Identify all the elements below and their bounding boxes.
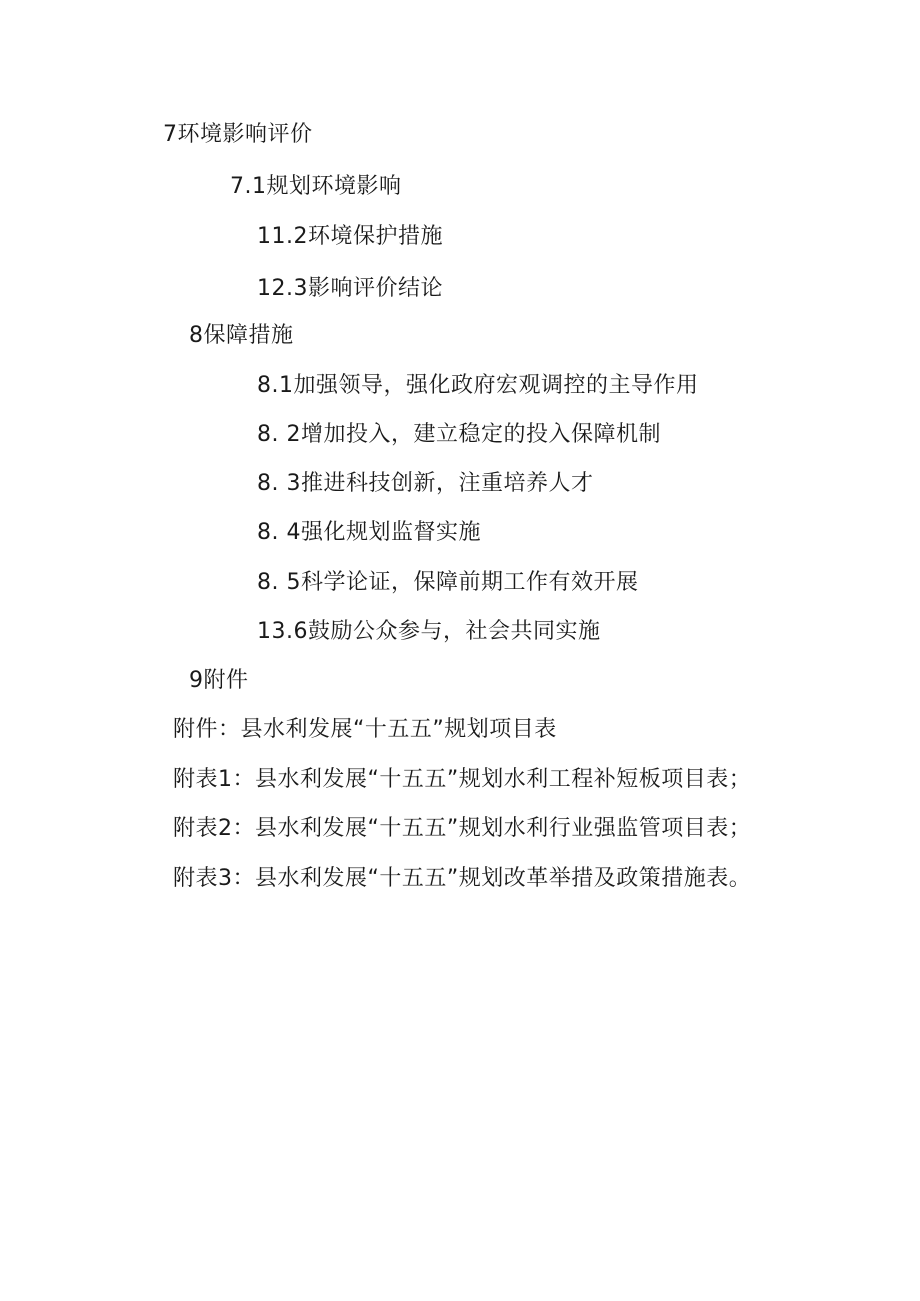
toc-item-7-1: 7.1规划环境影响 bbox=[230, 174, 402, 199]
appendix-line: 附件：县水利发展“十五五”规划项目表 bbox=[173, 717, 557, 742]
appendix-table-2: 附表2：县水利发展“十五五”规划水利行业强监管项目表； bbox=[173, 816, 752, 841]
appendix-table-3: 附表3：县水利发展“十五五”规划改革举措及政策措施表。 bbox=[173, 866, 752, 891]
toc-item-8-4: 8. 4强化规划监督实施 bbox=[257, 520, 481, 545]
toc-heading-9: 9附件 bbox=[189, 668, 249, 693]
toc-item-12-3: 12.3影响评价结论 bbox=[257, 276, 443, 301]
toc-heading-7: 7环境影响评价 bbox=[163, 122, 313, 147]
toc-item-8-2: 8. 2增加投入，建立稳定的投入保障机制 bbox=[257, 422, 661, 447]
toc-item-8-3: 8. 3推进科技创新，注重培养人才 bbox=[257, 471, 594, 496]
appendix-table-1: 附表1：县水利发展“十五五”规划水利工程补短板项目表； bbox=[173, 767, 752, 792]
toc-heading-8: 8保障措施 bbox=[189, 323, 294, 348]
toc-item-8-5: 8. 5科学论证，保障前期工作有效开展 bbox=[257, 570, 639, 595]
toc-item-13-6: 13.6鼓励公众参与，社会共同实施 bbox=[257, 619, 601, 644]
toc-item-8-1: 8.1加强领导，强化政府宏观调控的主导作用 bbox=[257, 373, 699, 398]
toc-item-11-2: 11.2环境保护措施 bbox=[257, 224, 443, 249]
